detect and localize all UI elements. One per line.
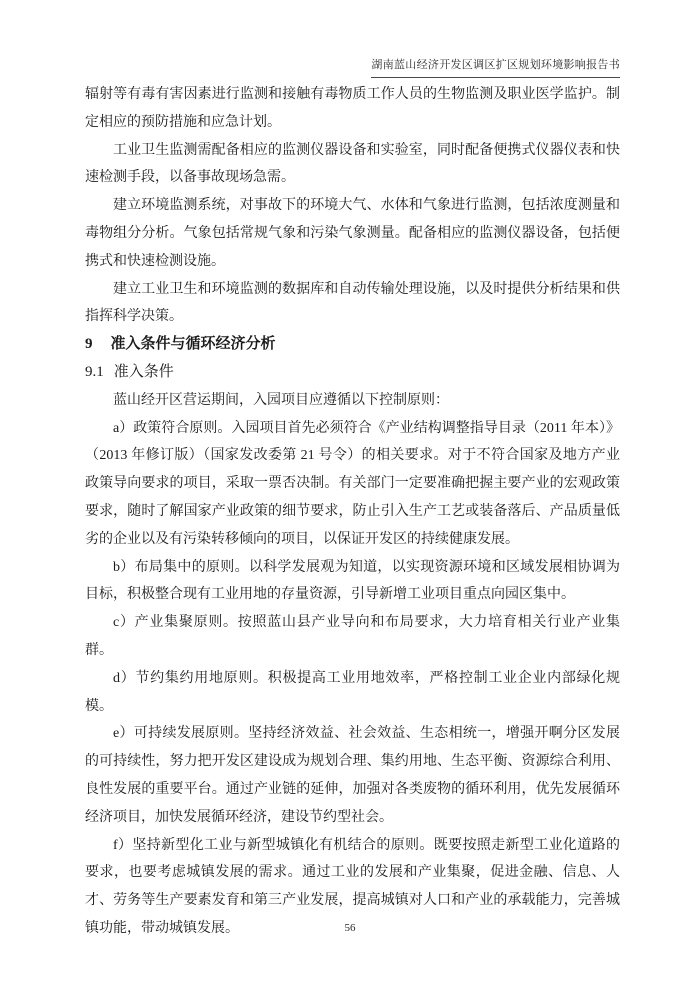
- paragraph-principle-f-industrialization-urbanization: f）坚持新型化工业与新型城镇化有机结合的原则。既要按照走新型工业化道路的要求，也要考虑城镇发展的需求。通过工业的发展和产业集聚，促进金融、信息、人才、劳务等生产要素发育和第三产业发展，提高城镇对人口和产业的承载能力，完善城镇功能，带动城镇发展。: [85, 837, 620, 936]
- paragraph-principle-c-industry-clustering: c）产业集聚原则。按照蓝山县产业导向和布局要求，大力培育相关行业产业集群。: [85, 615, 620, 658]
- subsection-heading-9-1: [85, 359, 620, 387]
- paragraph-industrial-hygiene-monitoring: 工业卫生监测需配备相应的监测仪器设备和实验室，同时配备便携式仪器仪表和快速检测手段，以备事故现场急需。: [85, 142, 620, 186]
- running-header: [85, 59, 620, 78]
- page-number: 56: [344, 922, 356, 934]
- section-heading-9-title: 准入条件与循环经济分析: [110, 336, 276, 353]
- paragraph-principle-d-land-conservation: d）节约集约用地原则。积极提高工业用地效率，严格控制工业企业内部绿化规模。: [85, 670, 620, 714]
- page-footer: [0, 922, 700, 934]
- paragraph-principle-a-policy-compliance: a）政策符合原则。入园项目首先必须符合《产业结构调整指导目录（2011 年本）》（2013 年修订版）（国家发改委第 21 号令）的相关要求。对于不符合国家及地方产业政策导向要求的项目，采取一票否决制。有关部门一定要准确把握主要产业的宏观政策要求，随时了解国家产业政策的细节要求，防止引入生产工艺或装备落后、产品质量低劣的企业以及有污染转移倾向的项目，以保证开发区的持续健康发展。: [85, 420, 620, 547]
- document-body: [85, 81, 620, 943]
- paragraph-environment-monitoring-system: 建立环境监测系统，对事故下的环境大气、水体和气象进行监测，包括浓度测量和毒物组分分析。气象包括常规气象和污染气象测量。配备相应的监测仪器设备，包括便携式和快速检测设施。: [85, 198, 620, 269]
- paragraph-principle-e-sustainable-development: e）可持续发展原则。坚持经济效益、社会效益、生态相统一，增强开啊分区发展的可持续性，努力把开发区建设成为规划合理、集约用地、生态平衡、资源综合利用、良性发展的重要平台。通过产业链的延伸，加强对各类废物的循环利用，优先发展循环经济项目，加快发展循环经济，建设节约型社会。: [85, 726, 620, 825]
- paragraph-radiation-monitoring: 辐射等有毒有害因素进行监测和接触有毒物质工作人员的生物监测及职业医学监护。制定相应的预防措施和应急计划。: [85, 87, 620, 130]
- section-heading-9: [85, 331, 620, 359]
- running-header-title: 湖南蓝山经济开发区调区扩区规划环境影响报告书: [371, 59, 620, 78]
- paragraph-admission-intro: 蓝山经开区营运期间，入园项目应遵循以下控制原则：: [113, 392, 449, 408]
- paragraph-principle-b-centralized-layout: b）布局集中的原则。以科学发展观为知道，以实现资源环境和区域发展相协调为目标，积极整合现有工业用地的存量资源，引导新增工业项目重点向园区集中。: [85, 559, 620, 603]
- subsection-heading-9-1-title: 准入条件: [113, 363, 174, 380]
- section-heading-9-number: 9: [85, 336, 93, 353]
- subsection-heading-9-1-number: 9.1: [85, 363, 104, 380]
- paragraph-monitoring-database: 建立工业卫生和环境监测的数据库和自动传输处理设施，以及时提供分析结果和供指挥科学决策。: [85, 281, 620, 325]
